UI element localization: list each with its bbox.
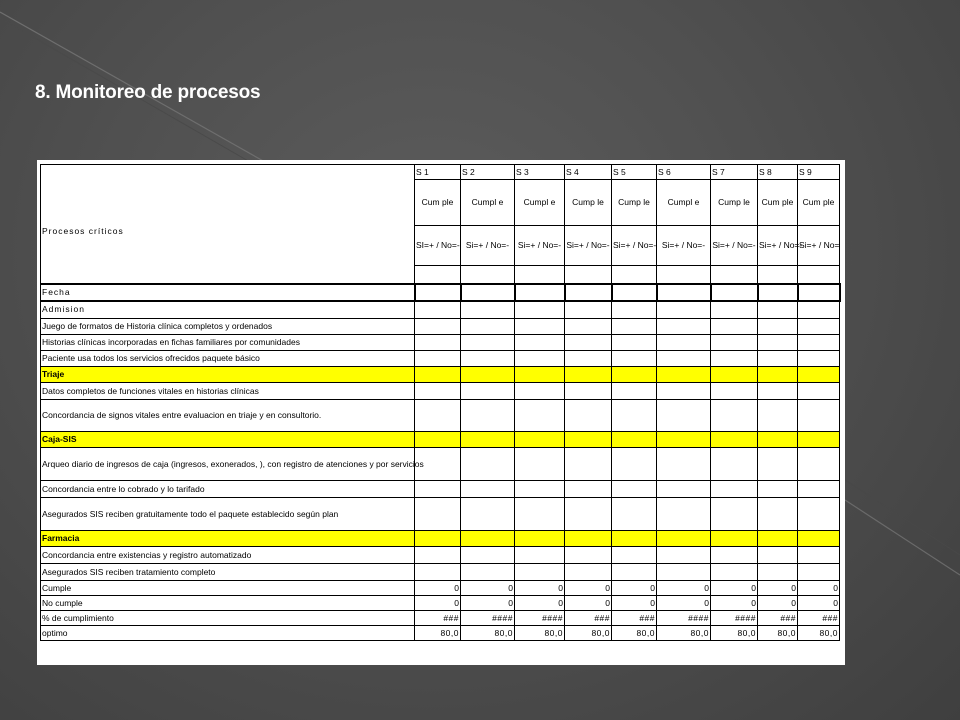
empty-cell xyxy=(711,547,758,564)
pct-row-value: ### xyxy=(415,611,461,626)
pct-row-value: ### xyxy=(612,611,657,626)
empty-cell xyxy=(612,448,657,481)
no-cumple-row-value: 0 xyxy=(657,596,711,611)
farmacia-section xyxy=(41,531,840,547)
empty-cell xyxy=(758,301,798,319)
empty-cell xyxy=(657,400,711,432)
empty-cell xyxy=(515,564,565,581)
cumple-header: Cumpl e xyxy=(515,180,565,226)
spreadsheet-image xyxy=(37,160,845,665)
cumple-header: Cumpl e xyxy=(657,180,711,226)
process-item-label: Concordancia de signos vitales entre evaluacion en triaje y en consultorio. xyxy=(41,400,415,432)
empty-cell xyxy=(565,448,612,481)
cumple-header: Cum ple xyxy=(415,180,461,226)
empty-cell xyxy=(415,531,461,547)
empty-cell xyxy=(711,400,758,432)
pct-row-value: ### xyxy=(798,611,840,626)
empty-cell xyxy=(565,531,612,547)
empty-cell xyxy=(612,481,657,498)
empty-cell xyxy=(565,564,612,581)
session-header: S 5 xyxy=(612,165,657,180)
cumple-row-label: Cumple xyxy=(41,581,415,596)
no-cumple-row-value: 0 xyxy=(415,596,461,611)
empty-cell xyxy=(711,266,758,284)
cumple-header: Cump le xyxy=(612,180,657,226)
empty-cell xyxy=(711,432,758,448)
empty-cell xyxy=(415,367,461,383)
empty-cell xyxy=(515,319,565,335)
empty-cell xyxy=(515,432,565,448)
empty-cell xyxy=(415,335,461,351)
process-item-row xyxy=(41,448,840,481)
empty-cell xyxy=(758,547,798,564)
empty-cell xyxy=(415,432,461,448)
empty-cell xyxy=(612,301,657,319)
fecha-input-cell xyxy=(612,284,657,301)
empty-cell xyxy=(461,351,515,367)
empty-cell xyxy=(415,383,461,400)
empty-cell xyxy=(657,319,711,335)
empty-cell xyxy=(758,351,798,367)
cumple-row-value: 0 xyxy=(657,581,711,596)
cumple-header: Cumpl e xyxy=(461,180,515,226)
fecha-input-cell xyxy=(565,284,612,301)
admision-label: Admision xyxy=(41,301,415,319)
sino-header: Si=+ / No=- xyxy=(515,226,565,266)
empty-cell xyxy=(798,498,840,531)
sino-header: Si=+ / No=- xyxy=(758,226,798,266)
empty-cell xyxy=(798,266,840,284)
empty-cell xyxy=(798,400,840,432)
fecha-input-cell xyxy=(758,284,798,301)
empty-cell xyxy=(515,367,565,383)
empty-cell xyxy=(657,351,711,367)
process-item-row xyxy=(41,335,840,351)
empty-cell xyxy=(461,531,515,547)
empty-cell xyxy=(612,547,657,564)
empty-cell xyxy=(461,498,515,531)
optimo-row-value: 80,0 xyxy=(711,626,758,641)
process-item-label: Asegurados SIS reciben gratuitamente todo el paquete establecido según plan xyxy=(41,498,415,531)
triaje-section-label: Triaje xyxy=(41,367,415,383)
empty-cell xyxy=(515,400,565,432)
empty-cell xyxy=(565,335,612,351)
empty-cell xyxy=(798,481,840,498)
empty-cell xyxy=(565,319,612,335)
sino-header: Si=+ / No=- xyxy=(461,226,515,266)
session-header: S 8 xyxy=(758,165,798,180)
sino-header: Si=+ / No= xyxy=(798,226,840,266)
empty-cell xyxy=(758,564,798,581)
process-item-label: Datos completos de funciones vitales en historias clínicas xyxy=(41,383,415,400)
session-header: S 6 xyxy=(657,165,711,180)
process-item-label: Arqueo diario de ingresos de caja (ingresos, exonerados, ), con registro de atenciones y por servicios xyxy=(41,448,415,481)
no-cumple-row-value: 0 xyxy=(565,596,612,611)
empty-cell xyxy=(461,481,515,498)
empty-cell xyxy=(461,266,515,284)
sino-header: SI=+ / No=- xyxy=(415,226,461,266)
session-header: S 4 xyxy=(565,165,612,180)
empty-cell xyxy=(798,367,840,383)
empty-cell xyxy=(515,383,565,400)
empty-cell xyxy=(798,432,840,448)
empty-cell xyxy=(798,531,840,547)
optimo-row-value: 80,0 xyxy=(461,626,515,641)
empty-cell xyxy=(758,400,798,432)
empty-cell xyxy=(711,319,758,335)
slide-title: 8. Monitoreo de procesos xyxy=(35,82,261,103)
empty-cell xyxy=(798,547,840,564)
empty-cell xyxy=(612,266,657,284)
empty-cell xyxy=(415,319,461,335)
empty-cell xyxy=(612,498,657,531)
empty-cell xyxy=(612,383,657,400)
empty-cell xyxy=(657,498,711,531)
procesos-criticos-label: Procesos críticos xyxy=(41,180,415,284)
fecha-label: Fecha xyxy=(41,284,415,301)
empty-cell xyxy=(612,319,657,335)
empty-cell xyxy=(515,266,565,284)
empty-cell xyxy=(758,335,798,351)
empty-cell xyxy=(612,351,657,367)
empty-cell xyxy=(657,383,711,400)
empty-cell xyxy=(758,531,798,547)
session-header: S 9 xyxy=(798,165,840,180)
empty-cell xyxy=(711,351,758,367)
triaje-section xyxy=(41,367,840,383)
session-header: S 3 xyxy=(515,165,565,180)
empty-cell xyxy=(657,335,711,351)
process-item-label: Asegurados SIS reciben tratamiento completo xyxy=(41,564,415,581)
optimo-row-value: 80,0 xyxy=(657,626,711,641)
optimo-row-value: 80,0 xyxy=(565,626,612,641)
empty-cell xyxy=(711,301,758,319)
empty-cell xyxy=(758,383,798,400)
empty-cell xyxy=(657,547,711,564)
fecha-input-cell xyxy=(461,284,515,301)
process-item-row xyxy=(41,564,840,581)
empty-cell xyxy=(415,400,461,432)
empty-cell xyxy=(461,400,515,432)
empty-cell xyxy=(612,335,657,351)
cumple-row-value: 0 xyxy=(711,581,758,596)
cumple-row-value: 0 xyxy=(461,581,515,596)
empty-cell xyxy=(711,481,758,498)
sino-header: Si=+ / No=- xyxy=(711,226,758,266)
empty-cell xyxy=(461,367,515,383)
empty-cell xyxy=(461,383,515,400)
process-item-label: Historias clínicas incorporadas en fichas familiares por comunidades xyxy=(41,335,415,351)
empty-cell xyxy=(798,335,840,351)
empty-cell xyxy=(657,266,711,284)
cumple-row-value: 0 xyxy=(798,581,840,596)
empty-cell xyxy=(798,448,840,481)
no-cumple-row-value: 0 xyxy=(711,596,758,611)
empty-cell xyxy=(657,367,711,383)
cumple-row xyxy=(41,581,840,596)
process-item-label: Juego de formatos de Historia clínica completos y ordenados xyxy=(41,319,415,335)
empty-cell xyxy=(515,547,565,564)
empty-cell xyxy=(415,498,461,531)
optimo-row-value: 80,0 xyxy=(515,626,565,641)
empty-cell xyxy=(758,498,798,531)
session-header-row xyxy=(41,165,840,180)
empty-cell xyxy=(415,301,461,319)
empty-cell xyxy=(758,432,798,448)
no-cumple-row-value: 0 xyxy=(758,596,798,611)
cumple-header: Cump le xyxy=(565,180,612,226)
cumple-header-row xyxy=(41,180,840,226)
no-cumple-row-value: 0 xyxy=(612,596,657,611)
cumple-row-value: 0 xyxy=(758,581,798,596)
empty-cell xyxy=(461,432,515,448)
empty-cell xyxy=(515,335,565,351)
empty-cell xyxy=(415,564,461,581)
cumple-row-value: 0 xyxy=(612,581,657,596)
empty-cell xyxy=(565,432,612,448)
empty-cell xyxy=(612,367,657,383)
no-cumple-row-value: 0 xyxy=(461,596,515,611)
empty-cell xyxy=(612,531,657,547)
optimo-row xyxy=(41,626,840,641)
empty-cell xyxy=(711,335,758,351)
optimo-row-value: 80,0 xyxy=(758,626,798,641)
empty-cell xyxy=(515,498,565,531)
empty-cell xyxy=(758,266,798,284)
empty-cell xyxy=(758,481,798,498)
empty-cell xyxy=(515,531,565,547)
no-cumple-row-value: 0 xyxy=(515,596,565,611)
empty-cell xyxy=(565,481,612,498)
empty-cell xyxy=(711,531,758,547)
empty-cell xyxy=(657,481,711,498)
pct-row-value: #### xyxy=(461,611,515,626)
sino-header: Si=+ / No=- xyxy=(612,226,657,266)
empty-cell xyxy=(758,319,798,335)
empty-cell xyxy=(657,531,711,547)
empty-cell xyxy=(612,432,657,448)
pct-row xyxy=(41,611,840,626)
pct-row-value: #### xyxy=(657,611,711,626)
sino-header: Si=+ / No=- xyxy=(657,226,711,266)
process-item-row xyxy=(41,319,840,335)
empty-cell xyxy=(565,383,612,400)
cumple-header: Cum ple xyxy=(798,180,840,226)
empty-cell xyxy=(565,266,612,284)
empty-cell xyxy=(515,448,565,481)
optimo-row-label: optimo xyxy=(41,626,415,641)
admision-row xyxy=(41,301,840,319)
empty-cell xyxy=(657,564,711,581)
empty-cell xyxy=(461,319,515,335)
cumple-header: Cum ple xyxy=(758,180,798,226)
empty-cell xyxy=(798,351,840,367)
pct-row-label: % de cumplimiento xyxy=(41,611,415,626)
farmacia-section-label: Farmacia xyxy=(41,531,415,547)
process-item-row xyxy=(41,400,840,432)
empty-cell xyxy=(798,301,840,319)
pct-row-value: ### xyxy=(758,611,798,626)
fecha-input-cell xyxy=(515,284,565,301)
session-header: S 2 xyxy=(461,165,515,180)
empty-cell xyxy=(565,547,612,564)
empty-cell xyxy=(461,301,515,319)
sino-header: Si=+ / No=- xyxy=(565,226,612,266)
empty-cell xyxy=(515,481,565,498)
empty-cell xyxy=(515,351,565,367)
empty-cell xyxy=(565,498,612,531)
no-cumple-row-label: No cumple xyxy=(41,596,415,611)
process-item-label: Concordancia entre lo cobrado y lo tarifado xyxy=(41,481,415,498)
empty-cell xyxy=(565,351,612,367)
empty-cell xyxy=(758,367,798,383)
session-header: S 1 xyxy=(415,165,461,180)
empty-cell xyxy=(612,400,657,432)
empty-cell xyxy=(798,383,840,400)
process-item-label: Concordancia entre existencias y registro automatizado xyxy=(41,547,415,564)
empty-cell xyxy=(565,400,612,432)
empty-cell xyxy=(565,367,612,383)
empty-cell xyxy=(461,448,515,481)
process-item-row xyxy=(41,498,840,531)
fecha-row xyxy=(41,284,840,301)
process-item-row xyxy=(41,383,840,400)
optimo-row-value: 80,0 xyxy=(415,626,461,641)
monitoring-table xyxy=(40,164,841,641)
process-item-row xyxy=(41,547,840,564)
fecha-input-cell xyxy=(657,284,711,301)
empty-cell xyxy=(758,448,798,481)
cumple-row-value: 0 xyxy=(565,581,612,596)
empty-cell xyxy=(711,564,758,581)
empty-cell xyxy=(657,448,711,481)
empty-cell xyxy=(711,367,758,383)
caja-sis-section-label: Caja-SIS xyxy=(41,432,415,448)
empty-cell xyxy=(461,547,515,564)
pct-row-value: ### xyxy=(565,611,612,626)
cumple-header: Cump le xyxy=(711,180,758,226)
empty-cell xyxy=(461,335,515,351)
pct-row-value: #### xyxy=(515,611,565,626)
empty-cell xyxy=(612,564,657,581)
caja-sis-section xyxy=(41,432,840,448)
no-cumple-row xyxy=(41,596,840,611)
empty-cell xyxy=(461,564,515,581)
empty-cell xyxy=(711,498,758,531)
optimo-row-value: 80,0 xyxy=(612,626,657,641)
cumple-row-value: 0 xyxy=(515,581,565,596)
empty-cell xyxy=(415,547,461,564)
empty-cell xyxy=(565,301,612,319)
empty-cell xyxy=(657,301,711,319)
empty-cell xyxy=(515,301,565,319)
optimo-row-value: 80,0 xyxy=(798,626,840,641)
pct-row-value: #### xyxy=(711,611,758,626)
empty-cell xyxy=(798,564,840,581)
process-item-label: Paciente usa todos los servicios ofrecidos paquete básico xyxy=(41,351,415,367)
empty-cell xyxy=(415,351,461,367)
cumple-row-value: 0 xyxy=(415,581,461,596)
fecha-input-cell xyxy=(798,284,840,301)
fecha-input-cell xyxy=(415,284,461,301)
process-item-row xyxy=(41,481,840,498)
empty-cell xyxy=(415,266,461,284)
empty-cell xyxy=(711,383,758,400)
empty-cell xyxy=(657,432,711,448)
session-header: S 7 xyxy=(711,165,758,180)
empty-cell xyxy=(711,448,758,481)
fecha-input-cell xyxy=(711,284,758,301)
empty-cell xyxy=(798,319,840,335)
no-cumple-row-value: 0 xyxy=(798,596,840,611)
process-item-row xyxy=(41,351,840,367)
empty-cell xyxy=(41,165,415,180)
empty-cell xyxy=(415,481,461,498)
